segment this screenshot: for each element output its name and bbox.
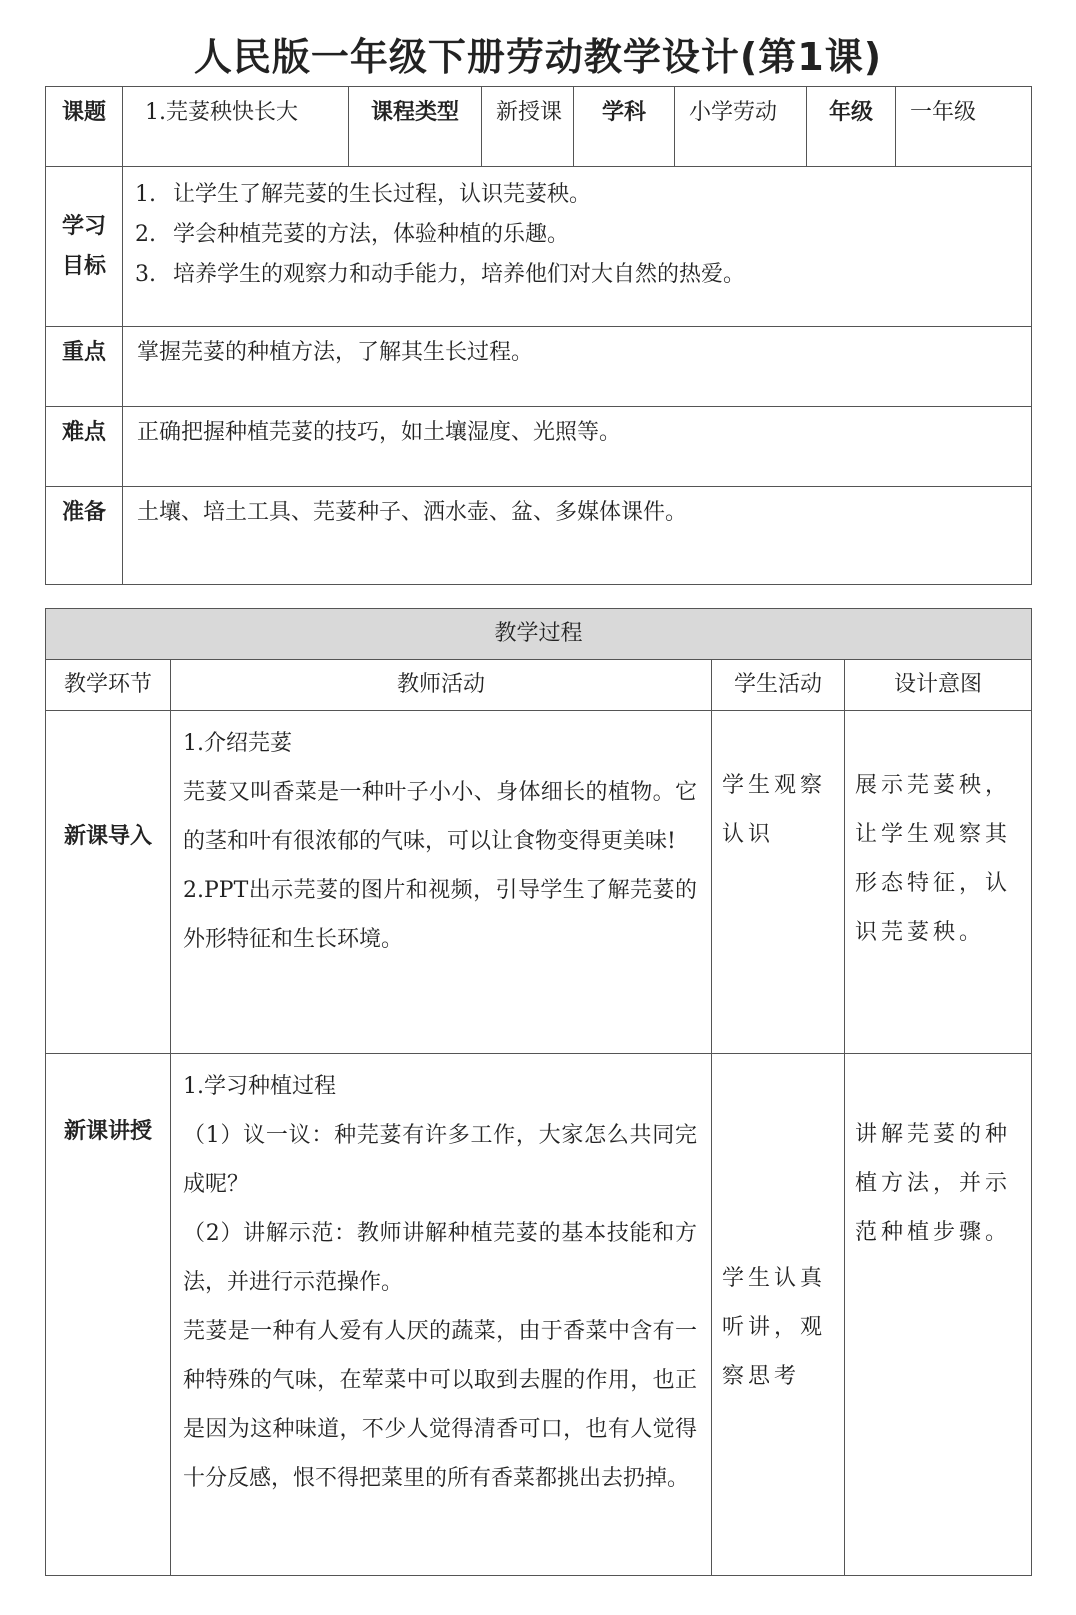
teacher-paragraph: 芫荽是一种有人爱有人厌的蔬菜，由于香菜中含有一种特殊的气味，在荤菜中可以取到去腥的作用，也正是因为这种味道，不少人觉得清香可口，也有人觉得十分反感，恨不得把菜里的所有香菜都挑出去扔掉。 [183, 1319, 697, 1491]
goal-number: 1. [135, 182, 156, 207]
goal-number: 2. [135, 222, 156, 247]
goal-text: 培养学生的观察力和动手能力，培养他们对大自然的热爱。 [173, 262, 746, 287]
topic-value: 1.芫荽秧快长大 [123, 87, 349, 167]
difficulty-row [46, 407, 1032, 487]
goal-text: 学会种植芫荽的方法，体验种植的乐趣。 [173, 222, 570, 247]
process-header-row [46, 660, 1032, 711]
document-title: 人民版一年级下册劳动教学设计(第1课) [193, 35, 883, 79]
preparation-row [46, 487, 1032, 585]
goals-list [123, 167, 1032, 327]
goal-number: 3. [135, 262, 156, 287]
teacher-paragraph: 1.介绍芫荽 [183, 731, 292, 756]
student-activity-teaching: 学生认真听讲，观察思考 [712, 1054, 845, 1576]
teaching-process-table [45, 608, 1032, 1576]
goals-label-line2: 目标 [61, 253, 106, 279]
difficulty-label: 难点 [46, 407, 123, 487]
stage-teaching: 新课讲授 [46, 1054, 171, 1576]
header-design-intent: 设计意图 [845, 660, 1032, 711]
teacher-paragraph: （1）议一议：种芫荽有许多工作，大家怎么共同完成呢？ [183, 1123, 697, 1197]
goals-row [46, 167, 1032, 327]
course-type-value: 新授课 [482, 87, 574, 167]
difficulty-text: 正确把握种植芫荽的技巧，如土壤湿度、光照等。 [123, 407, 1032, 487]
stage-intro: 新课导入 [46, 711, 171, 1054]
key-point-label: 重点 [46, 327, 123, 407]
design-intent-intro: 展示芫荽秧，让学生观察其形态特征，认识芫荽秧。 [845, 711, 1032, 1054]
info-row [46, 87, 1032, 167]
grade-label: 年级 [807, 87, 896, 167]
preparation-text: 土壤、培土工具、芫荽种子、洒水壶、盆、多媒体课件。 [123, 487, 1032, 585]
teacher-paragraph: 芫荽又叫香菜是一种叶子小小、身体细长的植物。它的茎和叶有很浓郁的气味，可以让食物变得更美味! [183, 780, 697, 854]
topic-label: 课题 [46, 87, 123, 167]
process-row-intro [46, 711, 1032, 1054]
teacher-paragraph: 1.学习种植过程 [183, 1074, 336, 1099]
header-teacher-activity: 教师活动 [171, 660, 712, 711]
header-student-activity: 学生活动 [712, 660, 845, 711]
course-type-label: 课程类型 [349, 87, 482, 167]
subject-value: 小学劳动 [675, 87, 807, 167]
teacher-paragraph: 2.PPT出示芫荽的图片和视频，引导学生了解芫荽的外形特征和生长环境。 [183, 878, 697, 952]
grade-value: 一年级 [896, 87, 1032, 167]
key-point-row [46, 327, 1032, 407]
teacher-paragraph: （2）讲解示范：教师讲解种植芫荽的基本技能和方法，并进行示范操作。 [183, 1221, 697, 1295]
teacher-activity-intro [171, 711, 712, 1054]
student-activity-intro: 学生观察认识 [712, 711, 845, 1054]
goal-item [135, 215, 1021, 255]
preparation-label: 准备 [46, 487, 123, 585]
header-stage: 教学环节 [46, 660, 171, 711]
process-row-teaching [46, 1054, 1032, 1576]
goals-label [46, 167, 123, 327]
process-title: 教学过程 [46, 609, 1032, 660]
goal-text: 让学生了解芫荽的生长过程，认识芫荽秧。 [173, 182, 592, 207]
goal-item [135, 255, 1021, 295]
lesson-info-table [45, 86, 1032, 585]
goal-item [135, 175, 1021, 215]
key-point-text: 掌握芫荽的种植方法，了解其生长过程。 [123, 327, 1032, 407]
teacher-activity-teaching [171, 1054, 712, 1576]
subject-label: 学科 [574, 87, 675, 167]
goals-label-line1: 学习 [61, 213, 106, 239]
process-title-row [46, 609, 1032, 660]
design-intent-teaching: 讲解芫荽的种植方法，并示范种植步骤。 [845, 1054, 1032, 1576]
